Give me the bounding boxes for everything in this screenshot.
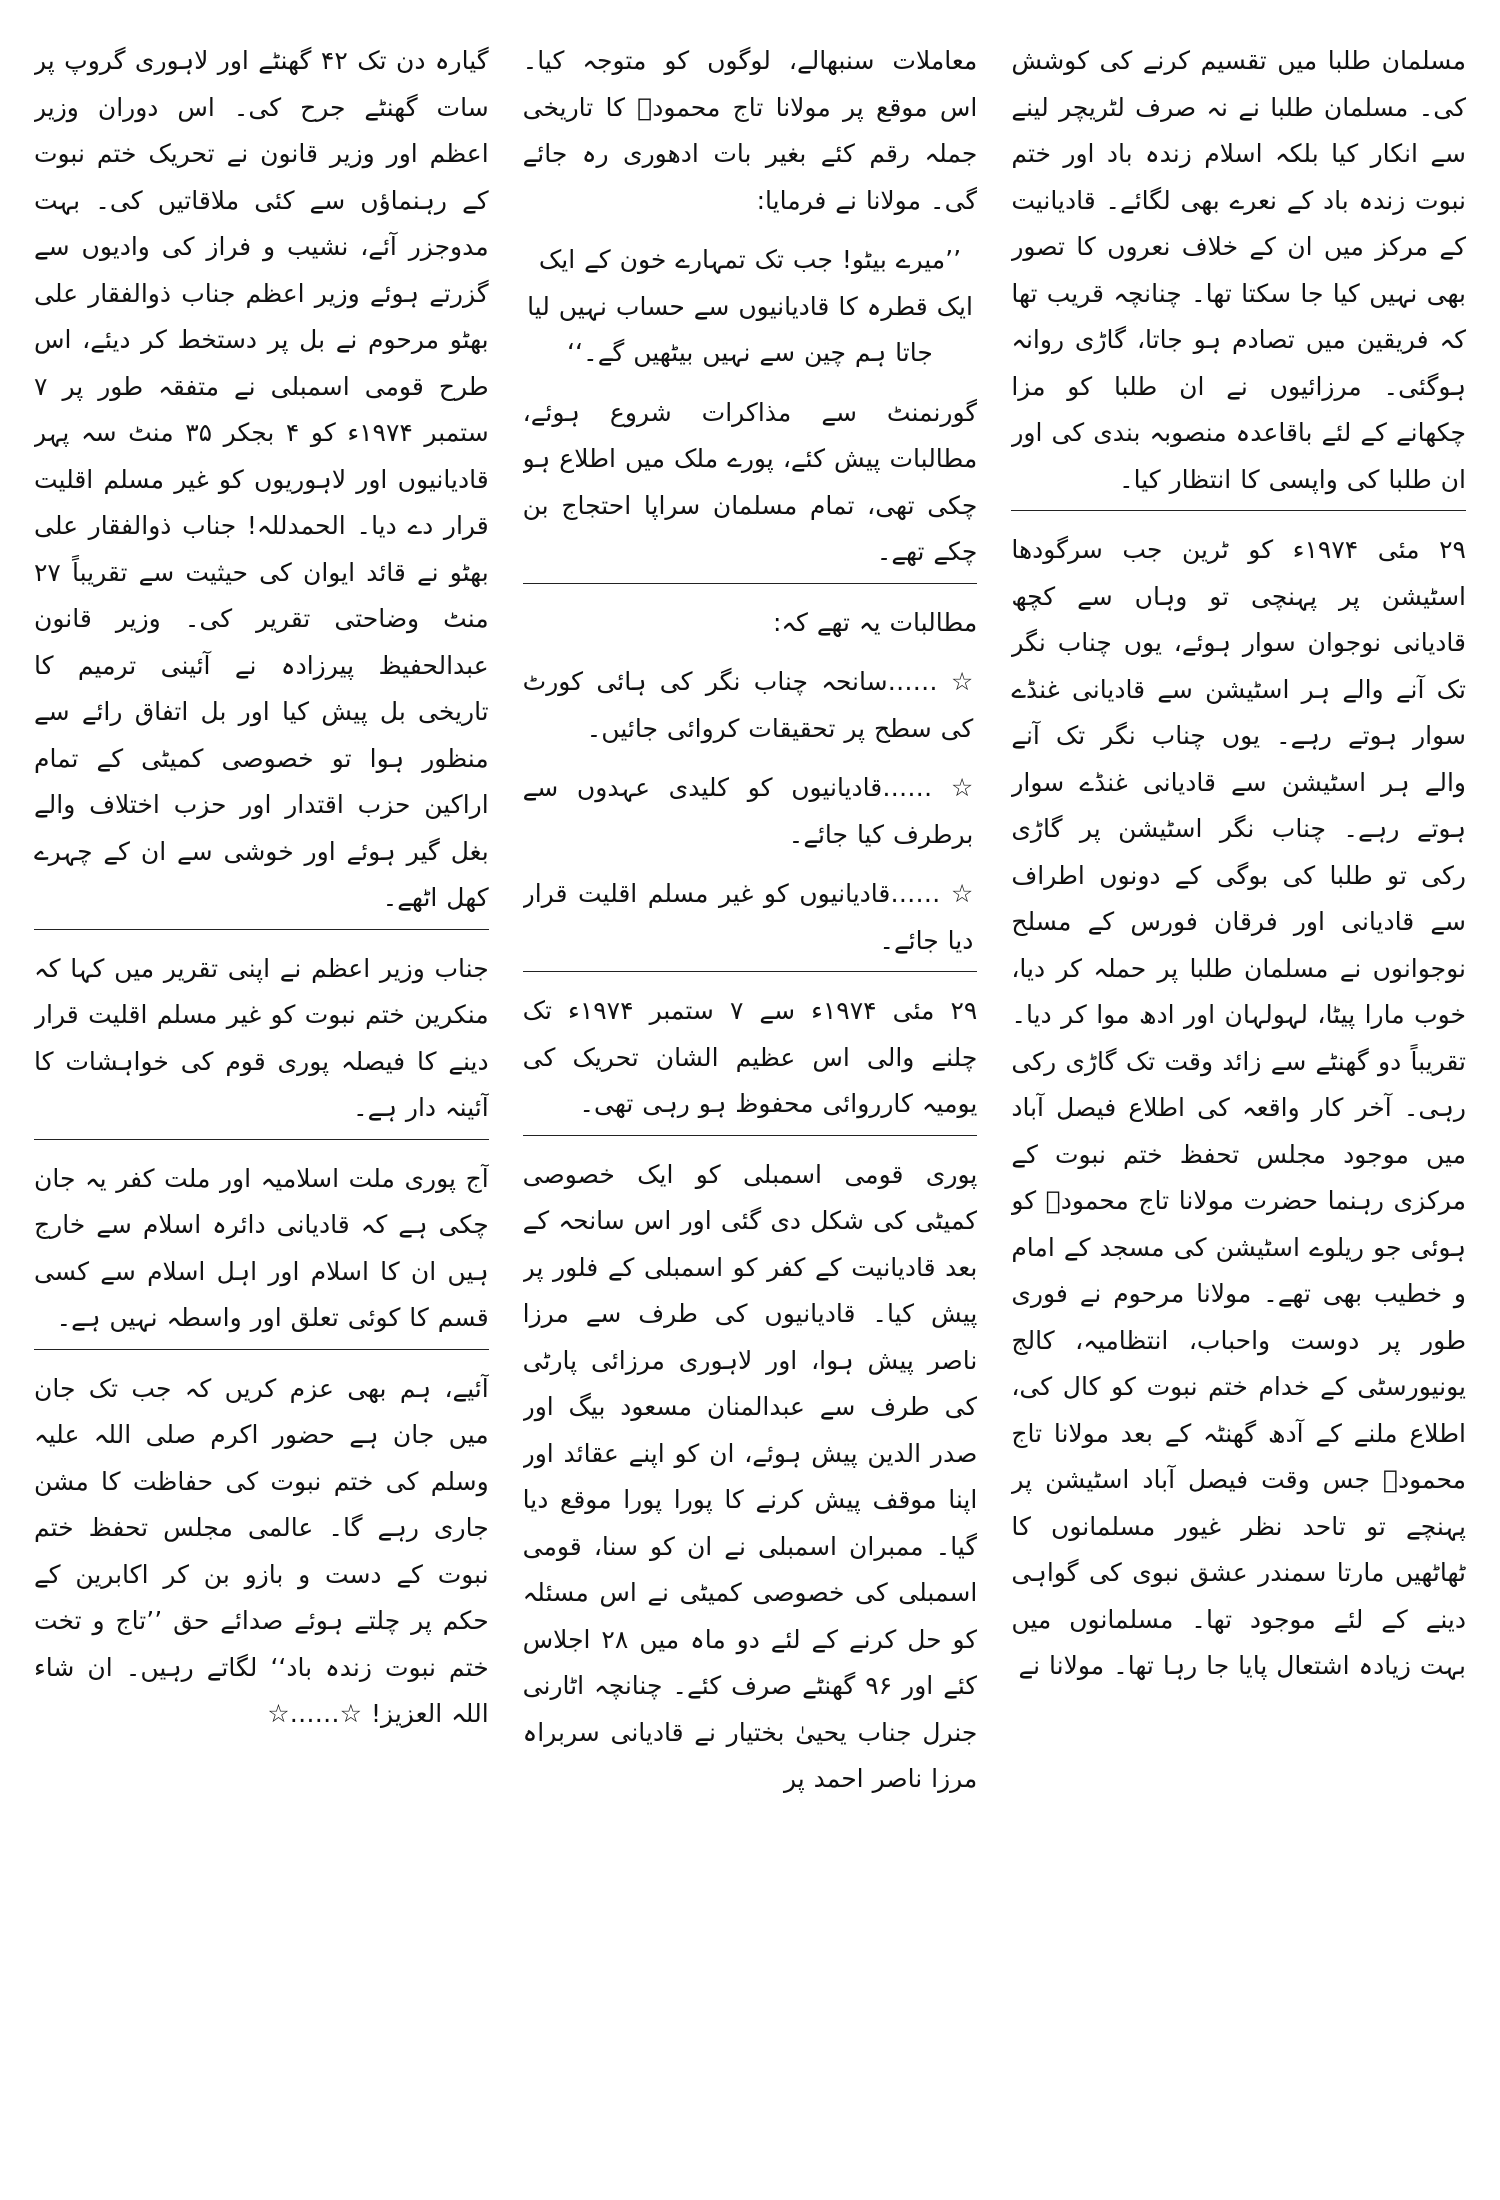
article-paragraph: آج پوری ملت اسلامیہ اور ملت کفر یہ جان چکی ہے کہ قادیانی دائرہ اسلام سے خارج ہیں ان کا اسلام اور اہل اسلام سے کسی قسم کا کوئی تعلق اور واسطہ نہیں ہے۔: [34, 1156, 489, 1350]
demands-heading: مطالبات یہ تھے کہ:: [772, 607, 978, 637]
quote-paragraph: ’’میرے بیٹو! جب تک تمہارے خون کے ایک ایک قطرہ کا قادیانیوں سے حساب نہیں لیا جاتا ہم چین سے نہیں بیٹھیں گے۔‘‘: [527, 245, 973, 367]
column-right: [1011, 38, 1466, 2170]
article-paragraph: جناب وزیر اعظم نے اپنی تقریر میں کہا کہ منکرین ختم نبوت کو غیر مسلم اقلیت قرار دینے کا فیصلہ پوری قوم کی خواہشات کا آئینہ دار ہے۔: [34, 946, 489, 1140]
article-paragraph: معاملات سنبھالے، لوگوں کو متوجہ کیا۔ اس موقع پر مولانا تاج محمودؒ کا تاریخی جملہ رقم کئے بغیر بات ادھوری رہ جائے گی۔ مولانا نے فرمایا:: [522, 46, 978, 215]
article-paragraph: ۲۹ مئی ۱۹۷۴ء سے ۷ ستمبر ۱۹۷۴ء تک چلنے والی اس عظیم الشان تحریک کی یومیہ کارروائی محفوظ ہو رہی تھی۔: [523, 988, 978, 1136]
demand-item: ☆ ……سانحہ چناب نگر کی ہائی کورٹ کی سطح پر تحقیقات کروائی جائیں۔: [522, 667, 974, 743]
article-paragraph: ۲۹ مئی ۱۹۷۴ء کو ٹرین جب سرگودھا اسٹیشن پر پہنچی تو وہاں سے کچھ قادیانی نوجوان سوار ہوئے، یوں چناب نگر تک آنے والے ہر اسٹیشن سے قادیانی غنڈے سوار ہوتے رہے۔ یوں چناب نگر تک آنے والے ہر اسٹیشن سے قادیانی غنڈے سوار ہوتے رہے۔ چناب نگر اسٹیشن پر گاڑی رکی تو طلبا کی بوگی کے دونوں اطراف سے قادیانی اور فرقان فورس کے مسلح نوجوانوں نے مسلمان طلبا پر حملہ کر دیا، خوب مارا پیٹا، لہولہان اور ادھ موا کر دیا۔ تقریباً دو گھنٹے سے زائد وقت تک گاڑی رکی رہی۔ آخر کار واقعہ کی اطلاع فیصل آباد میں موجود مجلس تحفظ ختم نبوت کے مرکزی رہنما حضرت مولانا تاج محمودؒ کو ہوئی جو ریلوے اسٹیشن کی مسجد کے امام و خطیب بھی تھے۔ مولانا مرحوم نے فوری طور پر دوست واحباب، انتظامیہ، کالج یونیورسٹی کے خدام ختم نبوت کو کال کی، اطلاع ملنے کے آدھ گھنٹہ کے بعد مولانا تاج محمودؒ جس وقت فیصل آباد اسٹیشن پر پہنچے تو تاحد نظر غیور مسلمانوں کا ٹھاٹھیں مارتا سمندر عشق نبوی کی گواہی دینے کے لئے موجود تھا۔ مسلمانوں میں بہت زیادہ اشتعال پایا جا رہا تھا۔ مولانا نے: [1011, 535, 1466, 1680]
article-paragraph: مسلمان طلبا میں تقسیم کرنے کی کوشش کی۔ مسلمان طلبا نے نہ صرف لٹریچر لینے سے انکار کیا بلکہ اسلام زندہ باد اور ختم نبوت زندہ باد کے نعرے بھی لگائے۔ قادیانیت کے مرکز میں ان کے خلاف نعروں کا تصور بھی نہیں کیا جا سکتا تھا۔ چنانچہ قریب تھا کہ فریقین میں تصادم ہو جاتا، گاڑی روانہ ہوگئی۔ مرزائیوں نے ان طلبا کو مزا چکھانے کے لئے باقاعدہ منصوبہ بندی کی اور ان طلبا کی واپسی کا انتظار کیا۔: [1011, 38, 1466, 511]
article-paragraph: گورنمنٹ سے مذاکرات شروع ہوئے، مطالبات پیش کئے، پورے ملک میں اطلاع ہو چکی تھی، تمام مسلمان سراپا احتجاج بن چکے تھے۔: [523, 390, 978, 584]
closing-paragraph: آئیے، ہم بھی عزم کریں کہ جب تک جان میں جان ہے حضور اکرم صلی اللہ علیہ وسلم کی ختم نبوت کی حفاظت کا مشن جاری رہے گا۔ عالمی مجلس تحفظ ختم نبوت کے دست و بازو بن کر اکابرین کے حکم پر چلتے ہوئے صدائے حق ’’تاج و تخت ختم نبوت زندہ باد‘‘ لگاتے رہیں۔ ان شاء اللہ العزیز! ☆……☆: [33, 1373, 489, 1728]
column-left: [34, 38, 489, 2170]
column-middle: [523, 38, 978, 2170]
demand-item: ☆ ……قادیانیوں کو کلیدی عہدوں سے برطرف کیا جائے۔: [522, 773, 974, 849]
article-paragraph: پوری قومی اسمبلی کو ایک خصوصی کمیٹی کی شکل دی گئی اور اس سانحہ کے بعد قادیانیت کے کفر کو اسمبلی کے فلور پر پیش کیا۔ قادیانیوں کی طرف سے مرزا ناصر پیش ہوا، اور لاہوری مرزائی پارٹی کی طرف سے عبدالمنان مسعود بیگ اور صدر الدین پیش ہوئے، ان کو اپنے عقائد اور اپنا موقف پیش کرنے کا پورا پورا موقع دیا گیا۔ ممبران اسمبلی نے ان کو سنا، قومی اسمبلی کی خصوصی کمیٹی نے اس مسئلہ کو حل کرنے کے لئے دو ماہ میں ۲۸ اجلاس کئے اور ۹۶ گھنٹے صرف کئے۔ چنانچہ اٹارنی جنرل جناب یحییٰ بختیار نے قادیانی سربراہ مرزا ناصر احمد پر: [522, 1159, 978, 1793]
demand-item: ☆ ……قادیانیوں کو غیر مسلم اقلیت قرار دیا جائے۔: [523, 871, 978, 972]
article-paragraph: گیارہ دن تک ۴۲ گھنٹے اور لاہوری گروپ پر سات گھنٹے جرح کی۔ اس دوران وزیر اعظم اور وزیر قانون نے تحریک ختم نبوت کے رہنماؤں سے کئی ملاقاتیں کی۔ بہت مدوجزر آئے، نشیب و فراز کی وادیوں سے گزرتے ہوئے وزیر اعظم جناب ذوالفقار علی بھٹو مرحوم نے بل پر دستخط کر دیئے، اس طرح قومی اسمبلی نے متفقہ طور پر ۷ ستمبر ۱۹۷۴ء کو ۴ بجکر ۳۵ منٹ سہ پہر قادیانیوں اور لاہوریوں کو غیر مسلم اقلیت قرار دے دیا۔ الحمدللہ! جناب ذوالفقار علی بھٹو نے قائد ایوان کی حیثیت سے تقریباً ۲۷ منٹ وضاحتی تقریر کی۔ وزیر قانون عبدالحفیظ پیرزادہ نے آئینی ترمیم کا تاریخی بل پیش کیا اور بل اتفاق رائے سے منظور ہوا تو خصوصی کمیٹی کے تمام اراکین حزب اقتدار اور حزب اختلاف والے بغل گیر ہوئے اور خوشی سے ان کے چہرے کھل اٹھے۔: [34, 38, 489, 930]
